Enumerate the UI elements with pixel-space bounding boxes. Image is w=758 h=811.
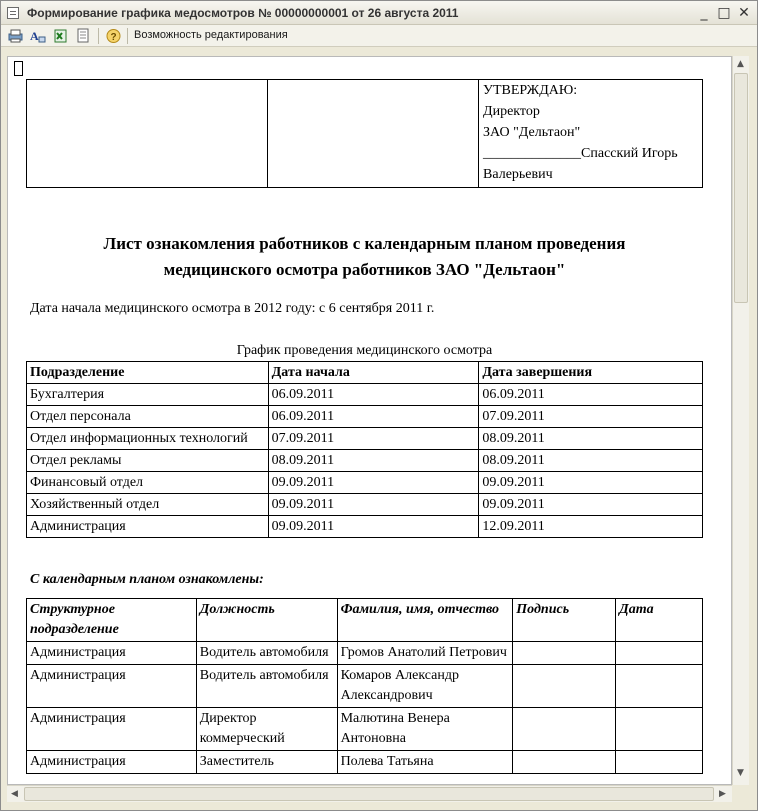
excel-icon[interactable]	[52, 28, 69, 44]
minimize-button[interactable]: _	[700, 5, 708, 21]
table-row	[27, 472, 703, 494]
approval-line: ЗАО "Дельтаон"	[483, 125, 581, 140]
scroll-right-icon[interactable]: ▶	[719, 789, 726, 799]
table-cell[interactable]: 07.09.2011	[479, 406, 703, 428]
table-cell[interactable]: 09.09.2011	[479, 494, 703, 516]
signature-cell[interactable]	[513, 708, 616, 751]
date-cell[interactable]	[616, 665, 703, 708]
table-cell[interactable]: Полева Татьяна	[337, 751, 513, 774]
column-header[interactable]: Дата завершения	[479, 362, 703, 384]
table-cell[interactable]: 12.09.2011	[479, 516, 703, 538]
table-row	[27, 406, 703, 428]
table-cell[interactable]: Громов Анатолий Петрович	[337, 642, 513, 665]
toolbar-separator	[98, 28, 99, 44]
table-row	[27, 751, 703, 774]
table-header-row	[27, 599, 703, 642]
table-cell[interactable]: 08.09.2011	[268, 450, 479, 472]
table-cell[interactable]: 06.09.2011	[268, 406, 479, 428]
table-row	[27, 642, 703, 665]
table-cell[interactable]: 09.09.2011	[268, 516, 479, 538]
table-cell[interactable]: Администрация	[27, 665, 197, 708]
table-cell[interactable]: Бухгалтерия	[27, 384, 269, 406]
table-cell[interactable]: Отдел персонала	[27, 406, 269, 428]
table-cell[interactable]: 08.09.2011	[479, 450, 703, 472]
table-cell[interactable]: Директор коммерческий	[196, 708, 337, 751]
svg-text:?: ?	[110, 32, 117, 43]
table-cell[interactable]: Комаров Александр Александрович	[337, 665, 513, 708]
title-line: медицинского осмотра работников ЗАО "Дельтаон"	[163, 260, 566, 279]
empty-cell[interactable]	[27, 80, 268, 188]
svg-text:A: A	[30, 29, 39, 43]
empty-cell[interactable]	[268, 80, 479, 188]
table-cell[interactable]: Хозяйственный отдел	[27, 494, 269, 516]
close-button[interactable]: ✕	[738, 5, 750, 21]
help-icon[interactable]	[105, 28, 122, 44]
table-row	[27, 384, 703, 406]
table-row	[27, 428, 703, 450]
column-header[interactable]: Подразделение	[27, 362, 269, 384]
edit-mode-toggle[interactable]: Возможность редактирования	[134, 29, 288, 41]
table-cell[interactable]: 06.09.2011	[479, 384, 703, 406]
scroll-up-icon[interactable]: ▲	[737, 59, 744, 69]
approval-line: Директор	[483, 104, 540, 119]
date-cell[interactable]	[616, 751, 703, 774]
column-header[interactable]: Подпись	[513, 599, 616, 642]
table-cell[interactable]: Малютина Венера Антоновна	[337, 708, 513, 751]
title-line: Лист ознакомления работников с календарным планом проведения	[103, 234, 626, 253]
document-icon	[7, 7, 19, 19]
approval-line: УТВЕРЖДАЮ:	[483, 83, 578, 98]
schedule-table	[26, 361, 703, 538]
document-title	[26, 231, 703, 283]
table-cell[interactable]: Администрация	[27, 642, 197, 665]
table-row	[27, 665, 703, 708]
spreadsheet-document[interactable]	[7, 56, 732, 785]
table-row	[27, 516, 703, 538]
table-cell[interactable]: 09.09.2011	[268, 472, 479, 494]
table-cell[interactable]: Администрация	[27, 516, 269, 538]
table-row	[27, 450, 703, 472]
column-header[interactable]: Дата	[616, 599, 703, 642]
vertical-scrollbar[interactable]	[732, 56, 749, 785]
maximize-button[interactable]: □	[717, 5, 731, 21]
table-cell[interactable]: Отдел информационных технологий	[27, 428, 269, 450]
table-cell[interactable]: Водитель автомобиля	[196, 665, 337, 708]
table-row	[27, 708, 703, 751]
column-header[interactable]: Фамилия, имя, отчество	[337, 599, 513, 642]
scroll-left-icon[interactable]: ◀	[11, 789, 18, 799]
table-cell[interactable]: Администрация	[27, 708, 197, 751]
signature-cell[interactable]	[513, 642, 616, 665]
approval-block	[26, 79, 703, 188]
signature-cell[interactable]	[513, 665, 616, 708]
scroll-down-icon[interactable]: ▼	[737, 768, 744, 778]
table-cell[interactable]: 08.09.2011	[479, 428, 703, 450]
approval-line: Валерьевич	[483, 167, 553, 182]
date-cell[interactable]	[616, 708, 703, 751]
horizontal-scroll-thumb[interactable]	[24, 787, 714, 801]
table-cell[interactable]: 09.09.2011	[479, 472, 703, 494]
vertical-scroll-thumb[interactable]	[734, 73, 748, 303]
table-cell[interactable]: Отдел рекламы	[27, 450, 269, 472]
font-icon[interactable]	[29, 28, 46, 44]
approval-line: ______________Спасский Игорь	[483, 146, 678, 161]
exam-start-date: Дата начала медицинского осмотра в 2012 году: с 6 сентября 2011 г.	[30, 301, 435, 316]
table-row	[27, 494, 703, 516]
print-icon[interactable]	[7, 28, 24, 44]
signature-cell[interactable]	[513, 751, 616, 774]
table-header-row	[27, 362, 703, 384]
table-cell[interactable]: 07.09.2011	[268, 428, 479, 450]
acknowledgement-heading: С календарным планом ознакомлены:	[30, 572, 264, 587]
title-bar[interactable]	[1, 1, 757, 25]
table-cell[interactable]: Водитель автомобиля	[196, 642, 337, 665]
column-header[interactable]: Структурное подразделение	[27, 599, 197, 642]
acknowledgement-table	[26, 598, 703, 774]
toolbar-separator	[127, 28, 128, 44]
table-cell[interactable]: 09.09.2011	[268, 494, 479, 516]
table-cell[interactable]: Финансовый отдел	[27, 472, 269, 494]
active-cell-cursor[interactable]	[14, 61, 23, 76]
table-cell[interactable]: 06.09.2011	[268, 384, 479, 406]
column-header[interactable]: Дата начала	[268, 362, 479, 384]
column-header[interactable]: Должность	[196, 599, 337, 642]
window-title: Формирование графика медосмотров № 00000000001 от 26 августа 2011	[27, 6, 459, 20]
toolbar	[1, 25, 757, 47]
table-cell[interactable]: Заместитель	[196, 751, 337, 774]
schedule-caption: График проведения медицинского осмотра	[236, 343, 493, 358]
approval-stamp[interactable]	[479, 80, 703, 188]
date-cell[interactable]	[616, 642, 703, 665]
horizontal-scrollbar[interactable]	[7, 785, 732, 802]
table-cell[interactable]: Администрация	[27, 751, 197, 774]
page-icon[interactable]	[75, 28, 92, 44]
